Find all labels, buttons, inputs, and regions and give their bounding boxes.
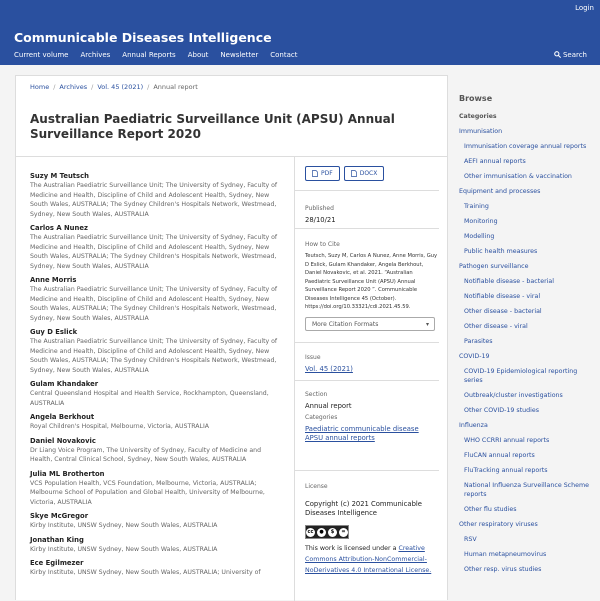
author-name: Jonathan King (30, 535, 84, 544)
pdf-button[interactable] (305, 166, 340, 181)
sidebar-item[interactable]: Notifiable disease - bacterial (464, 278, 555, 285)
sidebar-item[interactable]: AEFI annual reports (464, 158, 526, 165)
sidebar-item[interactable]: Other flu studies (464, 506, 517, 513)
search-icon (554, 51, 561, 58)
sidebar-item[interactable]: Outbreak/cluster investigations (464, 392, 563, 399)
author-affiliation: The Australian Paediatric Surveillance Unit; The University of Sydney, Faculty of Medicine and Health, Discipline of Child and Adolescent Health, Sydney, New South Wales, AUSTRALIA; The Sydney Children's Hospitals Network, Westmead, Sydney, New South Wales, AUSTRALIA (30, 338, 278, 374)
section-block (294, 380, 439, 414)
author-item (30, 536, 278, 555)
nav-archives[interactable]: Archives (80, 51, 111, 59)
sidebar-item[interactable]: Training (464, 203, 489, 210)
category-link[interactable]: Paediatric communicable disease (305, 425, 419, 433)
pdf-label: PDF (321, 170, 333, 177)
category-link[interactable]: APSU annual reports (305, 434, 375, 442)
author-item (30, 512, 278, 531)
sidebar-item[interactable]: Equipment and processes (459, 188, 541, 195)
cc-icon: cc (307, 529, 314, 535)
login-link[interactable]: Login (575, 4, 594, 12)
sidebar-item[interactable]: Human metapneumovirus (464, 551, 547, 558)
cc-license-badge[interactable] (305, 525, 349, 539)
site-header (0, 0, 600, 65)
sidebar-item[interactable]: Pathogen surveillance (459, 263, 529, 270)
nav-newsletter[interactable]: Newsletter (220, 51, 259, 59)
citation-text: Teutsch, Suzy M, Carlos A Nunez, Anne Morris, Guy D Eslick, Gulam Khandaker, Angela Berkhout, Daniel Novakovic, et al. 2021. “Australian Paediatric Surveillance Unit (APSU) Annual Surveillance Report 2020 ”. Communicable Diseases Intelligence 45 (October). https://doi.org/10.33321/cdi.2021.45.59. (305, 253, 438, 310)
copyright-text: Copyright (c) 2021 Communicable Diseases Intelligence (305, 500, 422, 517)
nav-current-volume[interactable]: Current volume (14, 51, 69, 59)
chevron-down-icon: ▾ (425, 320, 429, 328)
author-item (30, 559, 278, 578)
search-label: Search (562, 51, 587, 59)
published-label: Published (305, 205, 334, 212)
sidebar-item[interactable]: WHO CCRRI annual reports (464, 437, 550, 444)
author-name: Gulam Khandaker (30, 380, 99, 388)
sidebar-item[interactable]: Notifiable disease - viral (464, 293, 541, 300)
author-item (30, 413, 278, 432)
license-label: License (305, 483, 328, 490)
sidebar-item[interactable]: Public health measures (464, 248, 538, 255)
article-details (305, 166, 439, 576)
sidebar-item[interactable]: Other respiratory viruses (459, 521, 538, 528)
license-block (294, 470, 439, 576)
citation-format-select[interactable] (305, 317, 435, 331)
sidebar-item[interactable]: FluCAN annual reports (464, 452, 535, 459)
author-affiliation: Royal Children's Hospital, Melbourne, Victoria, AUSTRALIA (30, 423, 210, 430)
author-item (30, 224, 278, 271)
breadcrumb: Home / Archives / Vol. 45 (2021) / Annual report (30, 83, 198, 91)
sidebar-item[interactable]: FluTracking annual reports (464, 467, 548, 474)
author-name: Anne Morris (30, 276, 77, 284)
author-affiliation: The Australian Paediatric Surveillance Unit; The University of Sydney, Faculty of Medicine and Health, Discipline of Child and Adolescent Health, Sydney, New South Wales, AUSTRALIA; The Sydney Children's Hospitals Network, Westmead, Sydney, New South Wales, AUSTRALIA (30, 234, 278, 270)
published-date: 28/10/21 (305, 216, 336, 224)
categories-block (294, 414, 439, 470)
sidebar-item[interactable]: Other resp. virus studies (464, 566, 542, 573)
sidebar-item[interactable]: Monitoring (464, 218, 498, 225)
main-nav (14, 51, 298, 59)
author-item (30, 328, 278, 375)
author-affiliation: Dr Liang Voice Program, The University of Sydney, Faculty of Medicine and Health, Central Clinical School, Sydney, New South Wales, AUSTRALIA (30, 446, 262, 463)
license-prefix: This work is licensed under a (305, 545, 397, 552)
docx-label: DOCX (359, 170, 378, 177)
sidebar-item[interactable]: Influenza (459, 422, 488, 429)
docx-button[interactable] (344, 166, 385, 181)
citation-format-label: More Citation Formats (312, 320, 379, 328)
nav-about[interactable]: About (187, 51, 209, 59)
nd-icon: = (339, 528, 348, 537)
author-name: Suzy M Teutsch (30, 172, 89, 180)
sidebar-item[interactable]: COVID-19 Epidemiological reporting series (464, 368, 578, 384)
categories-heading: Categories (459, 113, 497, 120)
sidebar (459, 94, 594, 580)
license-text (305, 543, 439, 576)
author-name: Carlos A Nunez (30, 224, 88, 232)
author-item (30, 380, 278, 408)
sidebar-item[interactable]: National Influenza Surveillance Scheme reports (464, 482, 590, 498)
author-item (30, 437, 278, 465)
article-panel (15, 75, 448, 600)
search-link[interactable] (554, 51, 587, 59)
author-name: Ece Egilmezer (30, 559, 84, 567)
issue-label: Issue (305, 354, 321, 361)
file-icon (312, 170, 318, 177)
file-icon (351, 170, 357, 177)
author-name: Guy D Eslick (30, 328, 78, 336)
author-affiliation: The Australian Paediatric Surveillance Unit; The University of Sydney, Faculty of Medicine and Health, Discipline of Child and Adolescent Health, Sydney, New South Wales, AUSTRALIA; The Sydney Children's Hospitals Network, Westmead, Sydney, New South Wales, AUSTRALIA (30, 286, 278, 322)
sidebar-item[interactable]: COVID-19 (459, 353, 490, 360)
sidebar-item[interactable]: Other immunisation & vaccination (464, 173, 572, 180)
author-affiliation: The Australian Paediatric Surveillance Unit; The University of Sydney, Faculty of Medicine and Health, Discipline of Child and Adolescent Health, Sydney, New South Wales, AUSTRALIA; The Sydney Children's Hospitals Network, Westmead, Sydney, New South Wales, AUSTRALIA (30, 182, 278, 218)
breadcrumb-archives[interactable]: Archives (59, 83, 88, 91)
author-affiliation: Kirby Institute, UNSW Sydney, New South Wales, AUSTRALIA (30, 522, 218, 529)
author-item (30, 470, 278, 508)
sidebar-item[interactable]: Modelling (464, 233, 495, 240)
author-name: Daniel Novakovic (30, 436, 96, 445)
author-list (30, 172, 278, 583)
breadcrumb-current: Annual report (153, 83, 198, 91)
issue-block (294, 342, 439, 380)
sidebar-item[interactable]: RSV (464, 536, 477, 543)
browse-heading: Browse (459, 94, 493, 103)
author-name: Angela Berkhout (30, 413, 95, 421)
license-link[interactable]: Creative Commons Attribution-NonCommercial-NoDerivatives 4.0 International License. (305, 545, 432, 574)
nav-contact[interactable]: Contact (270, 51, 298, 59)
site-title[interactable]: Communicable Diseases Intelligence (14, 30, 272, 45)
published-block (294, 190, 439, 228)
nc-icon: $ (328, 528, 337, 537)
categories-label: Categories (305, 414, 338, 421)
page-title: Australian Paediatric Surveillance Unit (APSU) Annual Surveillance Report 2020 (30, 112, 395, 141)
sidebar-item[interactable]: Other disease - bacterial (464, 308, 542, 315)
issue-link[interactable]: Vol. 45 (2021) (305, 365, 353, 373)
author-affiliation: Kirby Institute, UNSW Sydney, New South Wales, AUSTRALIA (30, 545, 218, 553)
author-affiliation: Central Queensland Hospital and Health Service, Rockhampton, Queensland, AUSTRALIA (30, 390, 269, 407)
divider (16, 156, 447, 157)
sidebar-item[interactable]: Immunisation coverage annual reports (464, 143, 587, 150)
author-name: Julia ML Brotherton (30, 469, 105, 478)
breadcrumb-home[interactable]: Home (30, 83, 50, 91)
breadcrumb-issue[interactable]: Vol. 45 (2021) (97, 83, 144, 91)
citation-block (294, 228, 439, 342)
author-affiliation: VCS Population Health, VCS Foundation, Melbourne, Victoria, AUSTRALIA; Melbourne School of Population and Global Health, University of Melbourne, Victoria, AUSTRALIA (30, 479, 265, 506)
nav-annual-reports[interactable]: Annual Reports (122, 51, 176, 59)
sidebar-item[interactable]: Parasites (464, 338, 493, 345)
author-affiliation: Kirby Institute, UNSW Sydney, New South Wales, AUSTRALIA; University of (30, 569, 261, 576)
section-value: Annual report (305, 402, 352, 410)
sidebar-item[interactable]: Immunisation (459, 128, 503, 135)
sidebar-item[interactable]: Other COVID-19 studies (464, 407, 540, 414)
galley-links (305, 166, 439, 181)
author-item (30, 172, 278, 219)
sidebar-item[interactable]: Other disease - viral (464, 323, 528, 330)
cite-label: How to Cite (305, 241, 340, 248)
author-item (30, 276, 278, 323)
by-icon: ● (317, 528, 326, 537)
section-label: Section (305, 391, 328, 398)
author-name: Skye McGregor (30, 512, 89, 520)
